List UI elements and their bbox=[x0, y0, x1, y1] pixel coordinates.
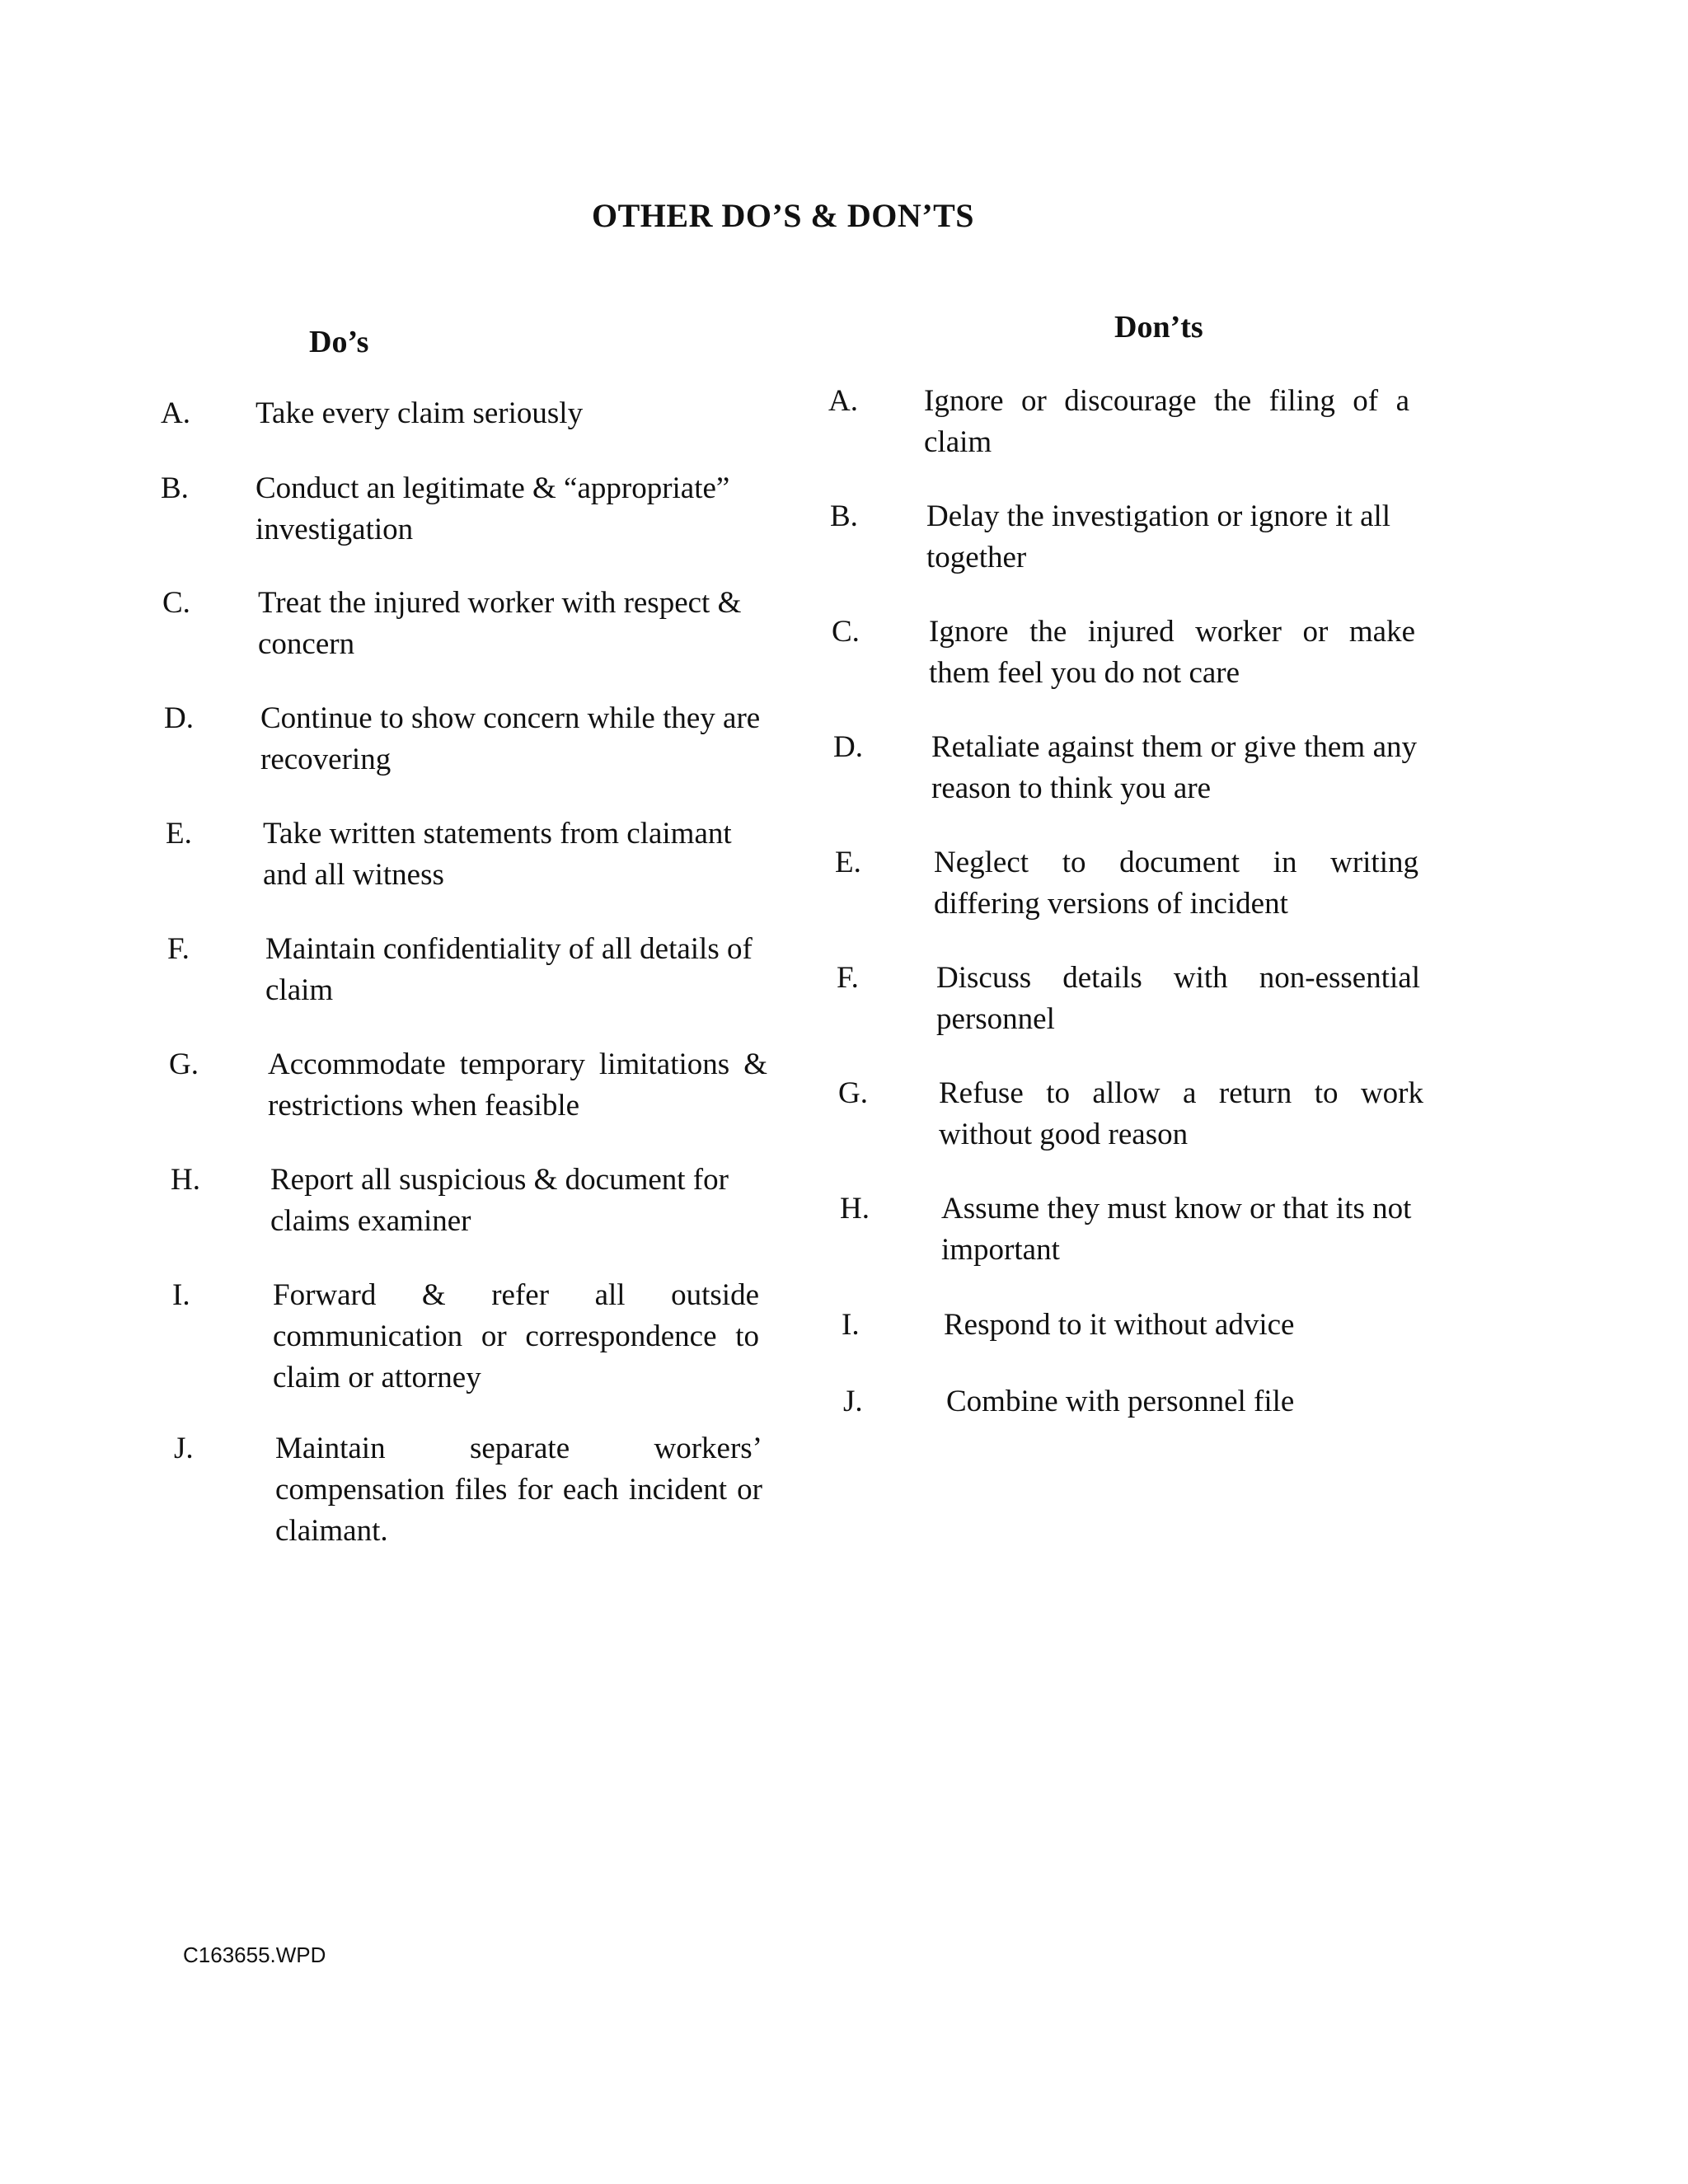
dos-item-i bbox=[172, 1275, 759, 1399]
dos-item-g bbox=[169, 1044, 767, 1127]
item-text: Ignore or discourage the filing of a claim bbox=[924, 384, 1409, 459]
file-reference: C163655.WPD bbox=[183, 1943, 326, 1967]
item-text: Refuse to allow a return to work without good reason bbox=[939, 1076, 1423, 1151]
item-text: Accommodate temporary limitations & restrictions when feasible bbox=[268, 1047, 767, 1122]
item-letter: H. bbox=[171, 1163, 200, 1197]
item-letter: F. bbox=[837, 961, 859, 995]
item-letter: J. bbox=[174, 1432, 194, 1465]
item-text: Treat the injured worker with respect & concern bbox=[258, 586, 742, 661]
dos-item-a bbox=[161, 393, 771, 434]
donts-item-h bbox=[840, 1188, 1430, 1271]
donts-item-a bbox=[828, 381, 1409, 463]
item-text: Maintain confidentiality of all details of claim bbox=[265, 932, 753, 1007]
item-letter: D. bbox=[164, 701, 194, 735]
item-letter: A. bbox=[828, 384, 858, 418]
dos-item-f bbox=[167, 929, 766, 1011]
item-text: Respond to it without advice bbox=[944, 1308, 1295, 1342]
item-letter: C. bbox=[832, 615, 860, 649]
item-text: Take every claim seriously bbox=[256, 396, 584, 430]
item-text: Discuss details with non-essential personnel bbox=[936, 961, 1420, 1036]
dos-heading: Do’s bbox=[309, 325, 369, 359]
item-letter: E. bbox=[835, 846, 861, 879]
item-text: Delay the investigation or ignore it all together bbox=[926, 499, 1391, 574]
item-letter: B. bbox=[161, 471, 189, 505]
item-letter: G. bbox=[169, 1047, 199, 1081]
item-letter: E. bbox=[166, 817, 192, 851]
item-text: Retaliate against them or give them any reason to think you are bbox=[931, 730, 1417, 805]
dos-item-e bbox=[166, 813, 764, 896]
item-letter: D. bbox=[833, 730, 863, 764]
dos-item-d bbox=[164, 698, 764, 780]
item-text: Maintain separate workers’ compensation files for each incident or claimant. bbox=[275, 1432, 762, 1548]
item-text: Assume they must know or that its not important bbox=[941, 1192, 1412, 1267]
item-text: Combine with personnel file bbox=[946, 1385, 1295, 1418]
donts-heading: Don’ts bbox=[1114, 310, 1203, 344]
item-text: Ignore the injured worker or make them feel you do not care bbox=[929, 615, 1415, 690]
donts-item-b bbox=[830, 496, 1415, 579]
donts-item-c bbox=[832, 612, 1415, 694]
donts-item-g bbox=[838, 1073, 1423, 1155]
dos-item-h bbox=[171, 1160, 767, 1242]
item-letter: I. bbox=[842, 1308, 860, 1342]
item-letter: F. bbox=[167, 932, 190, 966]
dos-item-c bbox=[162, 583, 762, 665]
item-letter: H. bbox=[840, 1192, 870, 1226]
donts-item-d bbox=[833, 727, 1417, 809]
item-text: Conduct an legitimate & “appropriate” investigation bbox=[256, 471, 730, 546]
item-text: Continue to show concern while they are recovering bbox=[260, 701, 761, 776]
item-letter: I. bbox=[172, 1278, 190, 1312]
donts-item-j bbox=[843, 1381, 1420, 1422]
item-letter: J. bbox=[843, 1385, 863, 1418]
item-text: Report all suspicious & document for claims examiner bbox=[270, 1163, 729, 1238]
item-letter: B. bbox=[830, 499, 858, 533]
item-text: Forward & refer all outside communication or correspondence to claim or attorney bbox=[273, 1278, 759, 1394]
item-letter: A. bbox=[161, 396, 190, 430]
donts-item-f bbox=[837, 958, 1420, 1040]
item-text: Take written statements from claimant and all witness bbox=[263, 817, 732, 892]
item-letter: G. bbox=[838, 1076, 868, 1110]
page-title: OTHER DO’S & DON’TS bbox=[592, 197, 974, 234]
donts-item-e bbox=[835, 842, 1418, 925]
dos-item-b bbox=[161, 468, 754, 551]
dos-item-j bbox=[174, 1428, 762, 1552]
item-text: Neglect to document in writing differing versions of incident bbox=[934, 846, 1418, 921]
item-letter: C. bbox=[162, 586, 190, 620]
donts-item-i bbox=[842, 1305, 1418, 1346]
